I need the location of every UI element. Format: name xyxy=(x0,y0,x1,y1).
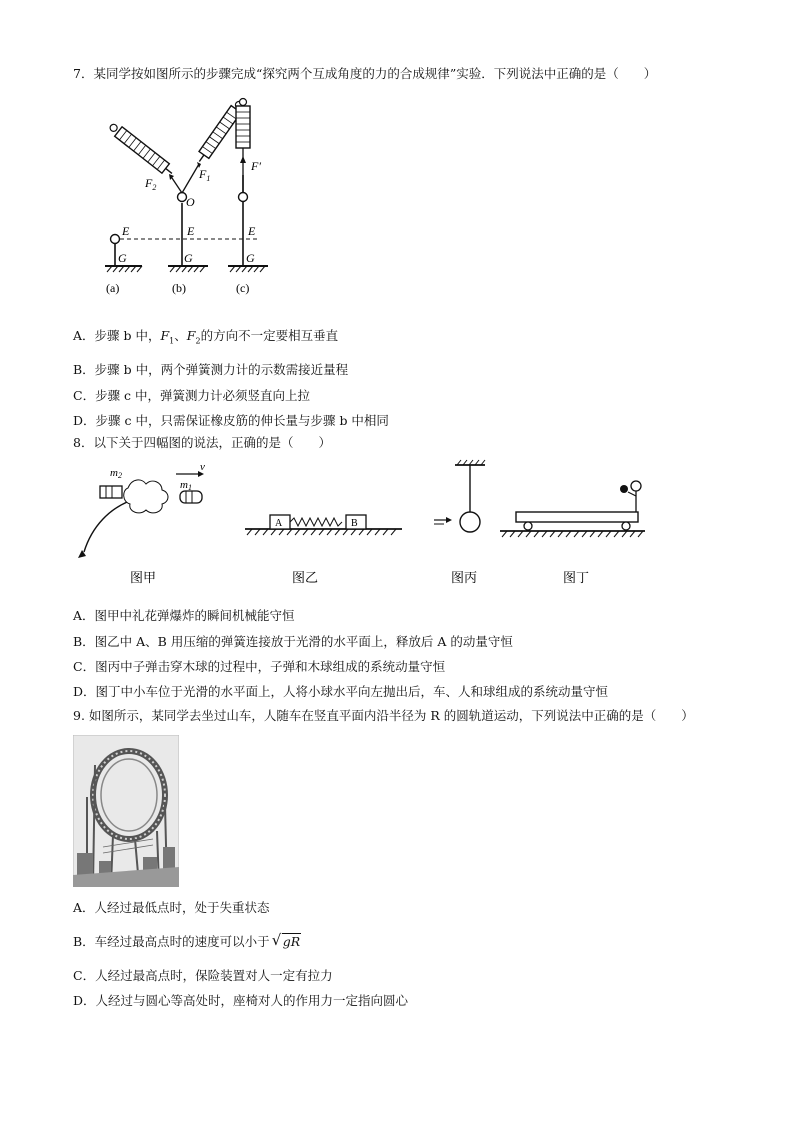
svg-text:m2: m2 xyxy=(110,467,122,480)
caption-jia: 图甲 xyxy=(130,570,157,585)
label-b: (b) xyxy=(172,281,186,295)
label-m1: m xyxy=(180,479,188,491)
label-f2: F xyxy=(145,176,153,190)
q8-stem: 8．以下关于四幅图的说法，正确的是（ ） xyxy=(73,435,331,450)
q8-option-a: A．图甲中礼花弹爆炸的瞬间机械能守恒 xyxy=(73,608,295,623)
q8-figures xyxy=(70,456,660,596)
figure-jia xyxy=(78,461,205,558)
figure-bing xyxy=(434,460,485,532)
label-c: (c) xyxy=(236,281,250,295)
q9-option-c: C．人经过最高点时，保险装置对人一定有拉力 xyxy=(73,968,333,983)
q7-stem: 7．某同学按如图所示的步骤完成“探究两个互成角度的力的合成规律”实验．下列说法中正确的是（ ） xyxy=(73,66,657,81)
q8-option-d: D．图丁中小车位于光滑的水平面上，人将小球水平向左抛出后，车、人和球组成的系统动量守恒 xyxy=(73,684,609,699)
label-g-b: G xyxy=(184,251,193,265)
label-block-b: B xyxy=(351,518,358,529)
q9-option-a: A．人经过最低点时，处于失重状态 xyxy=(73,900,270,915)
label-v: v xyxy=(200,461,205,473)
q7-option-c: C．步骤 c 中，弹簧测力计必须竖直向上拉 xyxy=(73,388,311,403)
q9-stem: 9. 如图所示，某同学去坐过山车，人随车在竖直平面内沿半径为 R 的圆轨道运动，下列说法中正确的是（ ） xyxy=(73,708,694,723)
label-e-c: E xyxy=(248,224,256,238)
label-e-a: E xyxy=(122,224,130,238)
svg-text:F2: $F_2$ xyxy=(145,176,157,192)
label-m2: m xyxy=(110,467,118,479)
q9-option-d: D．人经过与圆心等高处时，座椅对人的作用力一定指向圆心 xyxy=(73,993,409,1008)
label-f1: F xyxy=(199,167,207,181)
label-g-a: G xyxy=(118,251,127,265)
q9-option-b: B．车经过最高点时的速度可以小于 √ gR xyxy=(73,931,301,949)
figure-ding xyxy=(500,481,645,537)
caption-bing: 图丙 xyxy=(451,570,478,585)
svg-text:m1: m1 xyxy=(180,479,192,492)
q7-option-a: A．步骤 b 中，$F_1$、$F_2$的方向不一定要相互垂直 xyxy=(73,328,339,346)
caption-ding: 图丁 xyxy=(563,570,590,585)
svg-text:F1: $F_1$ xyxy=(199,167,211,183)
q8-option-b: B．图乙中 A、B 用压缩的弹簧连接放于光滑的水平面上，释放后 A 的动量守恒 xyxy=(73,634,513,649)
q7-option-b: B．步骤 b 中，两个弹簧测力计的示数需接近量程 xyxy=(73,362,349,377)
q9-roller-coaster-photo xyxy=(73,735,179,887)
label-e-b: E xyxy=(187,224,195,238)
figure-yi xyxy=(245,515,402,535)
q7-figure xyxy=(70,96,275,306)
caption-yi: 图乙 xyxy=(292,570,319,585)
label-a: (a) xyxy=(106,281,120,295)
q8-option-c: C．图丙中子弹击穿木球的过程中，子弹和木球组成的系统动量守恒 xyxy=(73,659,446,674)
label-fprime: F′ xyxy=(251,159,261,173)
label-block-a: A xyxy=(275,518,283,529)
label-o: O xyxy=(186,195,195,209)
sqrt-gr: √ gR xyxy=(271,931,301,949)
label-g-c: G xyxy=(246,251,255,265)
q7-option-d: D．步骤 c 中，只需保证橡皮筋的伸长量与步骤 b 中相同 xyxy=(73,413,389,428)
